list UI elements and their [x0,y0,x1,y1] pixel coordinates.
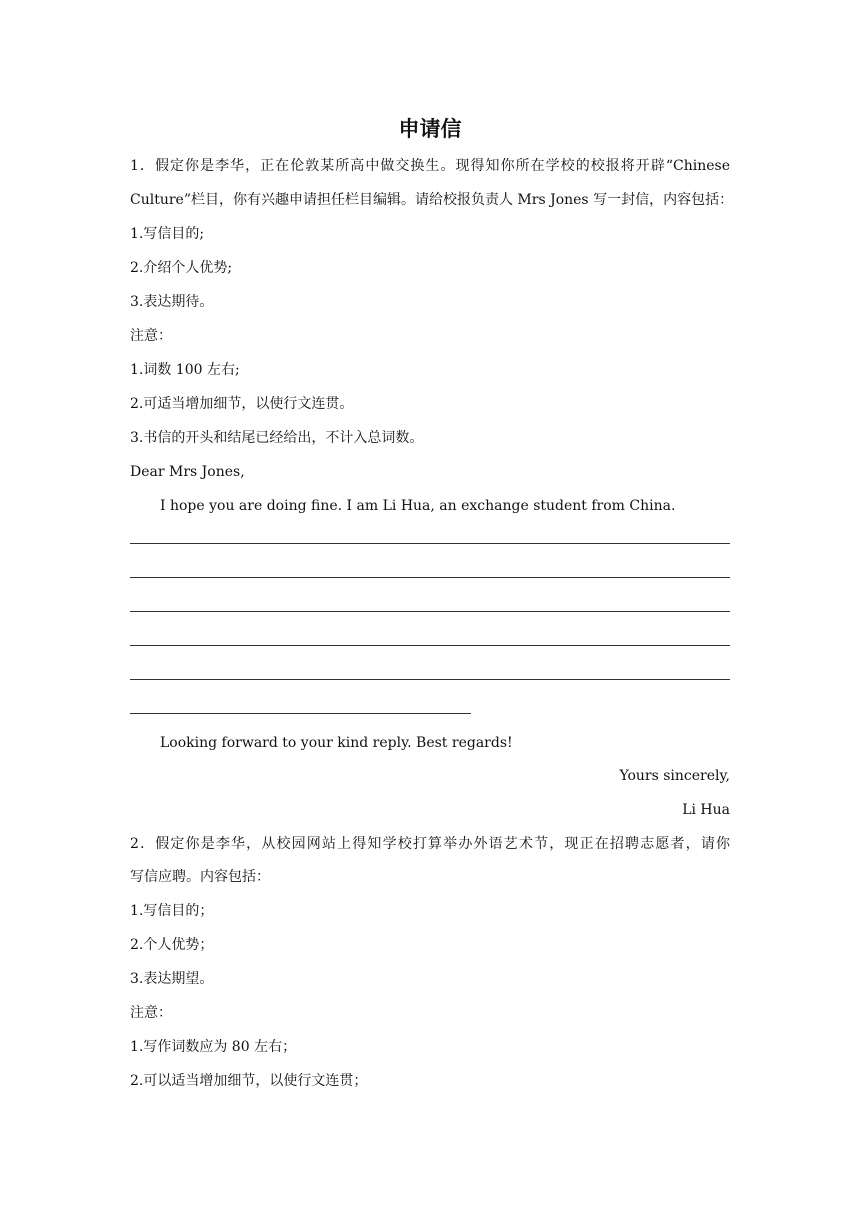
q2-point-1: 1.写信目的； [130,903,214,919]
q1-signoff: Yours sincerely, [619,768,730,784]
q1-closing: Looking forward to your kind reply. Best regards! [160,735,513,751]
answer-line [130,577,730,578]
answer-line [130,713,471,714]
q1-salutation: Dear Mrs Jones, [130,464,245,480]
q2-prompt-line-1: 2．假定你是李华，从校园网站上得知学校打算举办外语艺术节，现正在招聘志愿者，请你 [130,836,730,852]
q2-note-1: 1.写作词数应为 80 左右； [130,1039,297,1055]
answer-line [130,543,730,544]
answer-line [130,645,730,646]
q2-notes-label: 注意： [130,1005,172,1021]
q1-opening: I hope you are doing fine. I am Li Hua, an exchange student from China. [160,498,676,514]
q1-point-3: 3.表达期待。 [130,294,214,310]
q1-notes-label: 注意： [130,328,172,344]
answer-line [130,679,730,680]
q1-signature: Li Hua [682,802,730,818]
answer-line [130,611,730,612]
q1-note-3: 3.书信的开头和结尾已经给出，不计入总词数。 [130,430,424,446]
q1-note-1: 1.词数 100 左右; [130,362,240,378]
q2-note-2: 2.可以适当增加细节，以使行文连贯； [130,1073,368,1089]
q1-point-1: 1.写信目的; [130,226,205,242]
q1-prompt-line-1: 1．假定你是李华，正在伦敦某所高中做交换生。现得知你所在学校的校报将开辟“Chinese [130,158,730,174]
q1-prompt-line-2: Culture”栏目，你有兴趣申请担任栏目编辑。请给校报负责人 Mrs Jones 写一封信，内容包括： [130,192,734,208]
q2-point-2: 2.个人优势； [130,937,214,953]
q1-point-2: 2.介绍个人优势; [130,260,233,276]
q2-point-3: 3.表达期望。 [130,971,214,987]
q2-prompt-line-2: 写信应聘。内容包括： [130,869,270,885]
q1-note-2: 2.可适当增加细节，以使行文连贯。 [130,396,354,412]
page-title: 申请信 [398,117,462,141]
